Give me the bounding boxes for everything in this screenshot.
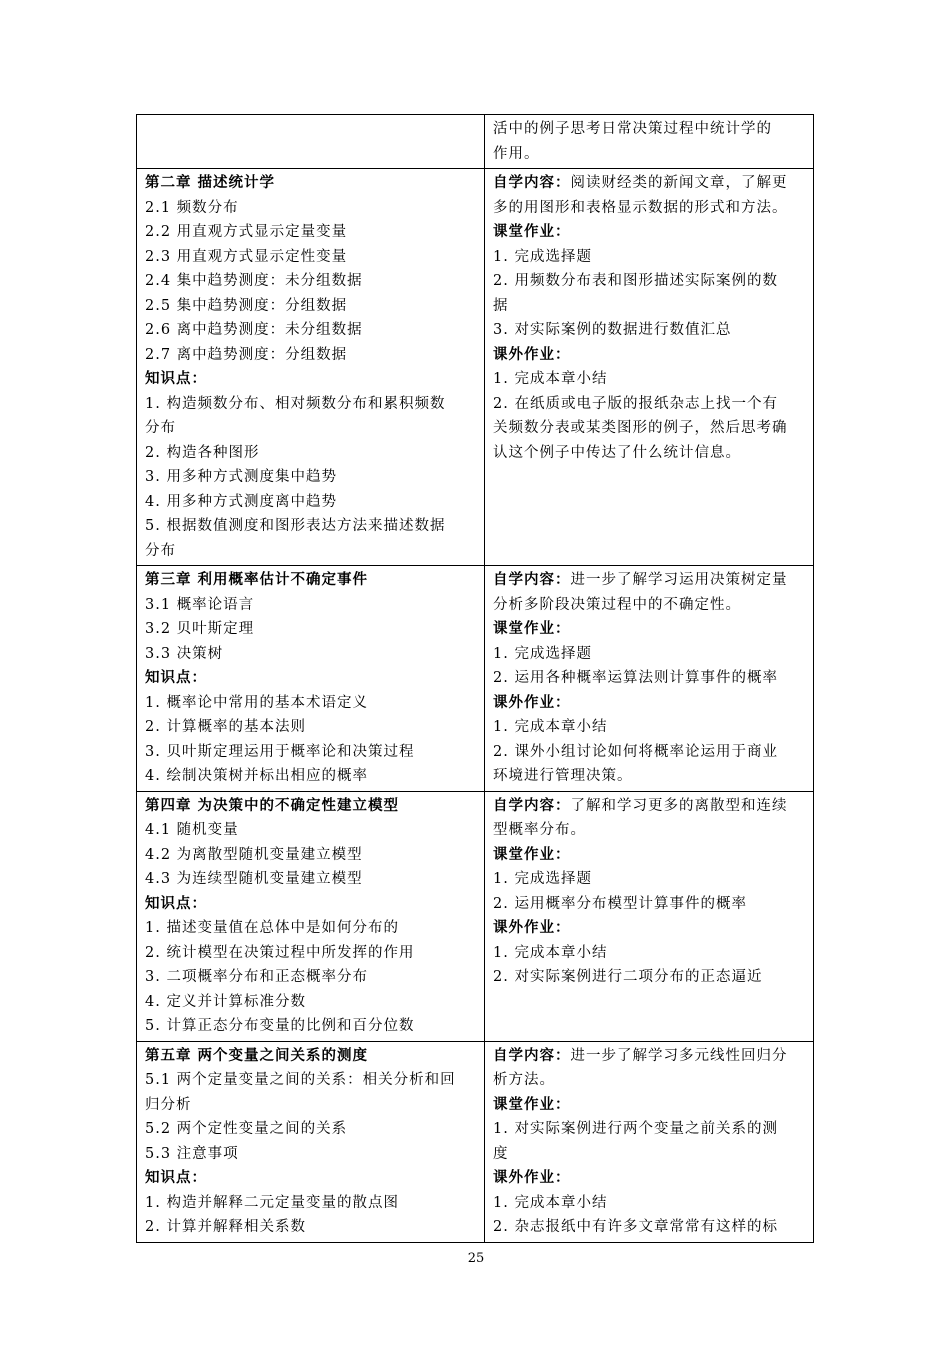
- text-line: 1. 完成本章小结: [493, 371, 608, 387]
- text-line: 2. 计算概率的基本法则: [145, 719, 306, 735]
- text-line: 2. 运用概率分布模型计算事件的概率: [493, 895, 747, 912]
- text-line: 环境进行管理决策。: [493, 768, 633, 784]
- text-line: 3.3 决策树: [145, 645, 224, 662]
- text-line: 分布: [145, 420, 176, 436]
- text-line: 1. 完成本章小结: [493, 719, 608, 735]
- section-heading: 课堂作业：: [493, 845, 571, 863]
- text-line: 4.1 随机变量: [145, 822, 239, 838]
- text-line: 1. 完成选择题: [493, 248, 592, 265]
- text-line: 析方法。: [493, 1072, 555, 1088]
- text-line: 分布: [145, 542, 176, 559]
- text-line: 3. 用多种方式测度集中趋势: [145, 469, 337, 485]
- text-line: 2.3 用直观方式显示定性变量: [145, 248, 348, 265]
- text-line: 5.3 注意事项: [145, 1145, 239, 1162]
- section-heading: 课堂作业：: [493, 1095, 571, 1113]
- text-line: 4. 绘制决策树并标出相应的概率: [145, 768, 368, 784]
- text-line: 据: [493, 297, 509, 314]
- text-line: 5. 根据数值测度和图形表达方法来描述数据: [145, 518, 446, 534]
- self-study-label: 自学内容：: [493, 796, 571, 814]
- text-line: 作用。: [493, 145, 540, 162]
- section-heading: 知识点：: [145, 669, 207, 686]
- text-line: 2.4 集中趋势测度：未分组数据: [145, 273, 363, 289]
- text-line: 2.6 离中趋势测度：未分组数据: [145, 322, 363, 338]
- text-line: 4.2 为离散型随机变量建立模型: [145, 846, 363, 863]
- chapter-content-cell: [137, 1041, 485, 1242]
- text-line: 1. 构造频数分布、相对频数分布和累积频数: [145, 395, 446, 412]
- text-line: 4. 定义并计算标准分数: [145, 993, 306, 1010]
- text-line: 5.1 两个定量变量之间的关系：相关分析和回: [145, 1072, 456, 1088]
- text-line: 2.5 集中趋势测度：分组数据: [145, 297, 348, 314]
- self-study-text: 进一步了解学习多元线性回归分: [570, 1047, 788, 1064]
- text-line: 5.2 两个定性变量之间的关系: [145, 1121, 348, 1137]
- text-line: 2. 课外小组讨论如何将概率论运用于商业: [493, 743, 778, 760]
- section-heading: 课外作业：: [493, 1169, 571, 1186]
- text-line: 2. 计算并解释相关系数: [145, 1219, 306, 1235]
- self-study-text: 阅读财经类的新闻文章，了解更: [570, 175, 788, 191]
- text-line: 1. 完成选择题: [493, 645, 592, 662]
- text-line: 型概率分布。: [493, 822, 586, 838]
- section-heading: 知识点：: [145, 370, 207, 387]
- text-line: 2.7 离中趋势测度：分组数据: [145, 346, 348, 363]
- text-line: 关频数分表或某类图形的例子，然后思考确: [493, 420, 788, 436]
- text-line: 1. 构造并解释二元定量变量的散点图: [145, 1194, 399, 1211]
- text-line: 多的用图形和表格显示数据的形式和方法。: [493, 199, 788, 216]
- section-heading: 知识点：: [145, 1169, 207, 1186]
- text-line: 3.1 概率论语言: [145, 596, 255, 613]
- section-heading: 课外作业：: [493, 693, 571, 711]
- text-line: 2. 杂志报纸中有许多文章常常有这样的标: [493, 1219, 778, 1235]
- table-row: [137, 566, 814, 792]
- text-line: [493, 171, 806, 196]
- text-line: 1. 完成本章小结: [493, 944, 608, 961]
- syllabus-table: [136, 114, 814, 1243]
- section-heading: 第三章 利用概率估计不确定事件: [145, 571, 369, 588]
- section-heading: 课堂作业：: [493, 620, 571, 637]
- table-row: [137, 791, 814, 1041]
- text-line: [493, 794, 806, 819]
- assignment-cell: [485, 169, 814, 566]
- text-line: 度: [493, 1145, 509, 1162]
- self-study-text: 进一步了解学习运用决策树定量: [570, 572, 788, 588]
- chapter-content-cell: [137, 791, 485, 1041]
- text-line: 2. 构造各种图形: [145, 444, 260, 461]
- chapter-content-cell: [137, 115, 485, 169]
- section-heading: 课外作业：: [493, 919, 571, 936]
- text-line: 1. 完成本章小结: [493, 1194, 608, 1211]
- assignment-cell: [485, 1041, 814, 1242]
- self-study-label: 自学内容：: [493, 174, 571, 191]
- text-line: 3.2 贝叶斯定理: [145, 621, 255, 637]
- syllabus-table-body: [137, 115, 814, 1243]
- chapter-content-cell: [137, 566, 485, 792]
- section-heading: 课堂作业：: [493, 223, 571, 240]
- section-heading: 课外作业：: [493, 345, 571, 363]
- text-line: 归分析: [145, 1096, 192, 1113]
- self-study-label: 自学内容：: [493, 1046, 571, 1064]
- text-line: 1. 概率论中常用的基本术语定义: [145, 694, 368, 711]
- table-row: [137, 115, 814, 169]
- table-row: [137, 1041, 814, 1242]
- text-line: 2.2 用直观方式显示定量变量: [145, 224, 348, 240]
- self-study-text: 了解和学习更多的离散型和连续: [570, 797, 788, 814]
- chapter-content-cell: [137, 169, 485, 566]
- text-line: 4. 用多种方式测度离中趋势: [145, 493, 337, 510]
- section-heading: 第五章 两个变量之间关系的测度: [145, 1046, 369, 1064]
- text-line: 3. 二项概率分布和正态概率分布: [145, 969, 368, 985]
- text-line: [493, 568, 806, 593]
- text-line: 2.1 频数分布: [145, 199, 239, 216]
- text-line: 3. 对实际案例的数据进行数值汇总: [493, 322, 732, 338]
- text-line: 分析多阶段决策过程中的不确定性。: [493, 596, 741, 613]
- section-heading: 第二章 描述统计学: [145, 174, 276, 191]
- text-line: 2. 对实际案例进行二项分布的正态逼近: [493, 969, 763, 985]
- text-line: 2. 运用各种概率运算法则计算事件的概率: [493, 670, 778, 686]
- text-line: 2. 用频数分布表和图形描述实际案例的数: [493, 273, 778, 289]
- assignment-cell: [485, 566, 814, 792]
- text-line: 1. 对实际案例进行两个变量之前关系的测: [493, 1121, 778, 1137]
- text-line: 活中的例子思考日常决策过程中统计学的: [493, 121, 772, 137]
- assignment-cell: [485, 791, 814, 1041]
- text-line: 4.3 为连续型随机变量建立模型: [145, 871, 363, 887]
- text-line: 认这个例子中传达了什么统计信息。: [493, 444, 741, 461]
- section-heading: 知识点：: [145, 894, 207, 912]
- text-line: 1. 描述变量值在总体中是如何分布的: [145, 920, 399, 936]
- text-line: 2. 在纸质或电子版的报纸杂志上找一个有: [493, 395, 778, 412]
- section-heading: 第四章 为决策中的不确定性建立模型: [145, 796, 400, 814]
- text-line: [493, 1044, 806, 1069]
- self-study-label: 自学内容：: [493, 571, 571, 588]
- text-line: 5. 计算正态分布变量的比例和百分位数: [145, 1018, 415, 1034]
- text-line: 3. 贝叶斯定理运用于概率论和决策过程: [145, 743, 415, 760]
- page-number: 25: [467, 1251, 485, 1266]
- text-line: 1. 完成选择题: [493, 871, 592, 887]
- assignment-cell: [485, 115, 814, 169]
- table-row: [137, 169, 814, 566]
- text-line: 2. 统计模型在决策过程中所发挥的作用: [145, 944, 415, 961]
